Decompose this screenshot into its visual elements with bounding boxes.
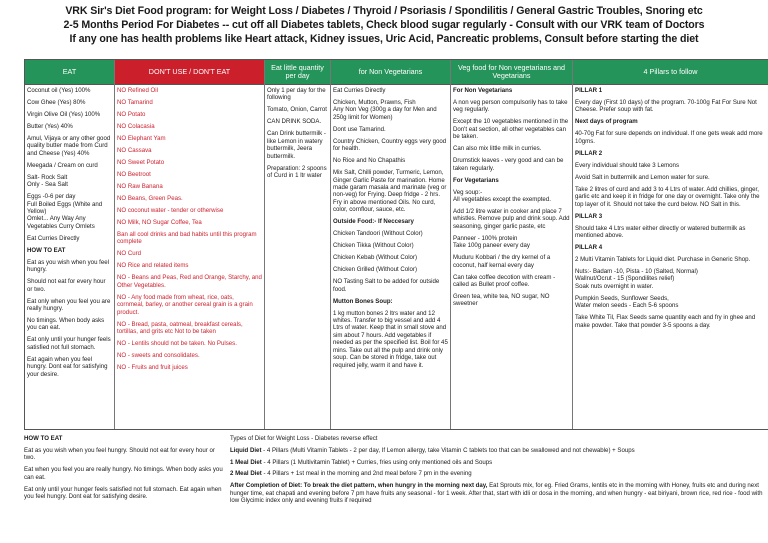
nonveg-item: Chicken, Mutton, Prawns, Fish Any Non Veg (300g a day for Men and 250g limit for Women)	[333, 99, 437, 121]
one-meal-label: 1 Meal Diet	[230, 458, 262, 466]
two-meal-text: - 4 Pillars + 1st meal in the morning and 2nd meal before 7 pm in the evening	[261, 470, 472, 478]
eat-item: Eat again when you feel hungry. Dont eat for satisfying your desire.	[27, 355, 108, 378]
little-column-header: Eat little quantity per day	[265, 60, 330, 85]
veg-item: Drumstick leaves - very good and can be taken regularly.	[453, 157, 564, 172]
nonveg-item: 1 kg mutton bones 2 ltrs water and 12 whites. Transfer to big vessel and add 4 Ltrs of water. Keep that in small stove and sim about 7 hours. Add vegetables if needed as per the specified list. Boil for 45 mins. Take out all the pulp and drink only soup. Can be stored in fridge, take out required jelly, warm it and have it.	[333, 309, 448, 369]
nonveg-column-header: for Non Vegetarians	[331, 60, 450, 85]
eat-item: Cow Ghee (Yes) 80%	[27, 99, 86, 106]
eat-item: HOW TO EAT	[27, 246, 66, 254]
dont-item: NO - Fruits and fruit juices	[117, 364, 188, 372]
eat-column-header: EAT	[25, 60, 114, 85]
nonveg-item: Country Chicken, Country eggs very good for health.	[333, 137, 447, 153]
nonveg-item: NO Tasting Salt to be added for outside food.	[333, 278, 440, 293]
veg-item: Veg soup:- All vegetables except the exempted.	[453, 188, 551, 204]
one-meal-note	[230, 459, 768, 467]
pillars-item: PILLAR 2	[575, 149, 603, 157]
dont-item: NO Refined Oil	[117, 87, 158, 94]
dont-item: NO Tamarind	[117, 99, 153, 106]
bottom-right-notes	[230, 435, 768, 509]
veg-item: Can take coffee decotion with cream - called as Bullet proof coffee.	[453, 273, 556, 289]
eat-column	[25, 60, 115, 429]
nonveg-column	[331, 60, 451, 429]
after-diet-note	[230, 482, 768, 505]
pillars-item: Next days of program	[575, 118, 638, 126]
after-diet-label: After Completion of Diet: To break the diet pattern, when hungry in the morning next day,	[230, 482, 488, 490]
nonveg-column-body	[331, 85, 450, 429]
nonveg-item: Chicken Tikka (Without Color)	[333, 242, 414, 250]
pillars-item: PILLAR 4	[575, 244, 603, 252]
pillars-item: Take 2 litres of curd and add 3 to 4 Ltrs of water. Add chillies, ginger, garlic etc and keep it in fridge for one day or overnight. Take only the top layer of it. Should not take the curd below. NO Salt in this.	[575, 185, 760, 208]
eat-item: Coconut oil (Yes) 100%	[27, 87, 91, 94]
little-column	[265, 60, 331, 429]
little-item: Only 1 per day for the following	[267, 87, 326, 102]
dont-item: NO Curd	[117, 250, 142, 258]
eat-item: Should not eat for every hour or two.	[27, 278, 106, 293]
dont-item: NO Rice and related items	[117, 262, 189, 270]
little-item: CAN DRINK SODA.	[267, 118, 322, 126]
eat-item: Eat only until your hunger feels satisfied not full stomach.	[27, 336, 111, 351]
dont-item: NO Elephant Yam	[117, 135, 166, 142]
dont-item: NO Cassava	[117, 147, 152, 154]
dont-column-header: DON'T USE / DON'T EAT	[115, 60, 264, 85]
header-line-2: 2-5 Months Period For Diabetes -- cut off all Diabetes tablets, Check blood sugar regularly - Consult with our VRK team of Doctors	[63, 19, 705, 31]
liquid-diet-label: Liquid Diet	[230, 446, 262, 454]
nonveg-item: No Rice and No Chapathis	[333, 157, 406, 165]
dont-item: Ban all cool drinks and bad habits until this program complete	[117, 231, 257, 246]
eat-item: Virgin Olive Oil (Yes) 100%	[27, 111, 101, 118]
eat-item: Eggs -0-6 per day Full Boiled Eggs (White and Yellow) Omlet... Any Way Any Vegetables Curry Omlets	[27, 193, 103, 230]
nonveg-item: Mutton Bones Soup:	[333, 297, 393, 305]
bottom-left-notes	[24, 435, 224, 505]
dont-item: NO coconut water - tender or otherwise	[117, 207, 224, 214]
pillars-column	[573, 60, 768, 429]
eat-item: No timings. When body asks you can eat.	[27, 317, 105, 332]
nonveg-item: Chicken Tandoori (Without Color)	[333, 230, 423, 238]
pillars-column-body	[573, 85, 768, 429]
pillars-item: Pumpkin Seeds, Sunflower Seeds, Water melon seeds - Each 5-6 spoons	[575, 294, 679, 310]
two-meal-note	[230, 470, 768, 478]
nonveg-item: Chicken Kebab (Without Color)	[333, 254, 417, 262]
nonveg-item: Outside Food:- If Neccesary	[333, 218, 414, 226]
eat-item: Amul, Vijaya or any other good quality butter made from Curd and Cheese (Yes) 40%	[27, 135, 111, 157]
veg-item: A non veg person compulsorily has to take veg regularly.	[453, 99, 568, 114]
little-item: Tomato, Onion, Carrot	[267, 106, 327, 114]
header-line-1: VRK Sir's Diet Food program: for Weight Loss / Diabetes / Thyroid / Psoriasis / Spondilitis / General Gastric Troubles, Snoring etc	[65, 5, 703, 17]
document-header	[0, 4, 768, 46]
liquid-diet-note	[230, 447, 768, 455]
pillars-item: Avoid Salt in buttermilk and Lemon water for sure.	[575, 173, 710, 181]
nonveg-item: Chicken Grilled (Without Color)	[333, 266, 417, 274]
dont-item: NO - Any food made from wheat, rice, oats, cornmeal, barley, or another cereal grain is a grain product.	[117, 293, 253, 316]
bottom-left-item: Eat only until your hunger feels satisfied not full stomach. Eat again when you feel hungry. Dont eat for satisfying desire.	[24, 485, 222, 501]
pillars-item: Every day (First 10 days) of the program. 70-100g Fat For Sure Not Cheese. Prefer soup with fat.	[575, 99, 757, 114]
pillars-item: Every individual should take 3 Lemons	[575, 161, 679, 169]
nonveg-item: Eat Curries Directly	[333, 87, 386, 94]
veg-item: Muduru Kobbari / the dry kernel of a coconut, half kernal every day	[453, 254, 551, 269]
dont-column-body	[115, 85, 264, 429]
pillars-item: PILLAR 3	[575, 212, 603, 220]
eat-item: Eat only when you feel you are really hungry.	[27, 297, 111, 313]
bottom-left-item: Eat as you wish when you feel hungry. Should not eat for every hour or two.	[24, 446, 215, 462]
pillars-item: PILLAR 1	[575, 87, 603, 94]
nonveg-item: Mix Salt, Chilli powder, Turmeric, Lemon, Ginger Garlic Paste for marination. Home made garam masala and marinate (veg or non-veg) for Frying. Deep fridge - 2 hrs. Fry in above mentioned Oils. No curd, color, cornflour, sauce, etc.	[333, 169, 447, 214]
liquid-diet-text: - 4 Pillars (Multi Vitamin Tablets - 2 per day, If Lemon allergy, take Vitamin C tablets too that can be swallowed and not chewable) + Soups	[261, 446, 635, 454]
dont-item: NO - Bread, pasta, oatmeal, breakfast cereals, tortillas, and grits etc Not to be taken	[117, 320, 243, 336]
little-item: Can Drink buttermilk - like Lemon in watery buttermilk, Jeera buttermilk.	[267, 130, 326, 160]
veg-item: For Non Vegetarians	[453, 87, 513, 94]
diet-table	[24, 59, 768, 430]
little-column-body	[265, 85, 330, 429]
dont-column	[115, 60, 265, 429]
after-diet-text: Eat Sprouts mix, for eg. Fried Grams, lentils etc in the morning with Honey, fruits etc and during next hunger time, eat chapati and evening before 7 pm have fruits any seasonal - for 1 week. After that, start with idli or dosa in the morning, and when hungry - eat biriyani, brown rice, red rice - food with low Glycimic index only and evening fruits if required	[230, 482, 763, 505]
two-meal-label: 2 Meal Diet	[230, 470, 262, 478]
one-meal-text: - 4 Pillars (1 Multivitamin Tablet) + Curries, fries using only mentioned oils and Soups	[261, 458, 493, 466]
eat-column-body	[25, 85, 114, 429]
veg-item: Add 1/2 litre water in cooker and place 7 whistles. Remove pulp and drink soup. Add seasoning, ginger garlic paste, etc	[453, 208, 570, 230]
veg-column-header: Veg food for Non vegetarians and Vegetarians	[451, 60, 572, 85]
pillars-item: Nuts:- Badam -10, Pista - 10 (Salted, Normal) Wallnut/Ocrut - 15 (Spondilites relief) Soak nuts overnight in water.	[575, 268, 698, 290]
eat-item: Eat as you wish when you feel hungry.	[27, 258, 109, 274]
dont-item: NO - Lentils should not be taken. No Pulses.	[117, 340, 237, 348]
diet-types-intro: Types of Diet for Weight Loss - Diabetes reverse effect	[230, 435, 378, 442]
eat-item: Meegada / Cream on curd	[27, 161, 98, 169]
veg-column	[451, 60, 573, 429]
veg-item: Can also mix little milk in curries.	[453, 145, 542, 153]
dont-item: NO Sweet Potato	[117, 159, 165, 166]
dont-item: NO Colacasia	[117, 123, 155, 130]
veg-item: Except the 10 vegetables mentioned in the Don't eat section, all other vegetables can be taken.	[453, 118, 569, 141]
dont-item: NO - Beans and Peas, Red and Orange, Starchy, and Other Vegetables.	[117, 274, 262, 289]
bottom-left-item: Eat when you feel you are really hungry. No timings. When body asks you can eat.	[24, 466, 223, 481]
little-item: Preparation: 2 spoons of Curd in 1 ltr water	[267, 164, 327, 180]
veg-item: Green tea, white tea, NO sugar, NO sweetner	[453, 293, 550, 308]
eat-item: Eat Curries Directly	[27, 234, 80, 242]
pillars-item: Should take 4 Ltrs water either directly or watered buttermilk as mentioned above.	[575, 224, 746, 240]
header-line-3: If any one has health problems like Heart attack, Kidney issues, Uric Acid, Pancreatic problems, Consult before starting the diet	[69, 33, 699, 45]
dont-item: NO Raw Banana	[117, 183, 163, 190]
dont-item: NO Beetroot	[117, 171, 151, 178]
pillars-item: Take White Til, Flax Seeds same quantity each and fry in ghee and make powder. Take that powder 3-5 spoons a day.	[575, 314, 756, 329]
pillars-item: 2 Multi Vitamin Tablets for Liquid diet. Purchase in Generic Shop.	[575, 256, 751, 264]
veg-item: For Vegetarians	[453, 176, 499, 184]
eat-item: Butter (Yes) 40%	[27, 123, 73, 130]
dont-item: NO Potato	[117, 111, 146, 118]
dont-item: NO Beans, Green Peas.	[117, 195, 183, 202]
dont-item: NO Milk, NO Sugar Coffee, Tea	[117, 219, 202, 226]
pillars-item: 40-70g Fat for sure depends on individual. If one gets weak add more 10gms.	[575, 130, 763, 145]
dont-item: NO - sweets and consolidates.	[117, 352, 200, 360]
nonveg-item: Dont use Tamarind.	[333, 125, 386, 133]
eat-item: Salt- Rock Salt Only - Sea Salt	[27, 173, 68, 189]
bottom-left-item: HOW TO EAT	[24, 435, 63, 442]
pillars-column-header: 4 Pillars to follow	[573, 60, 768, 85]
veg-item: Panneer - 100% protein Take 100g paneer every day	[453, 234, 530, 250]
veg-column-body	[451, 85, 572, 429]
